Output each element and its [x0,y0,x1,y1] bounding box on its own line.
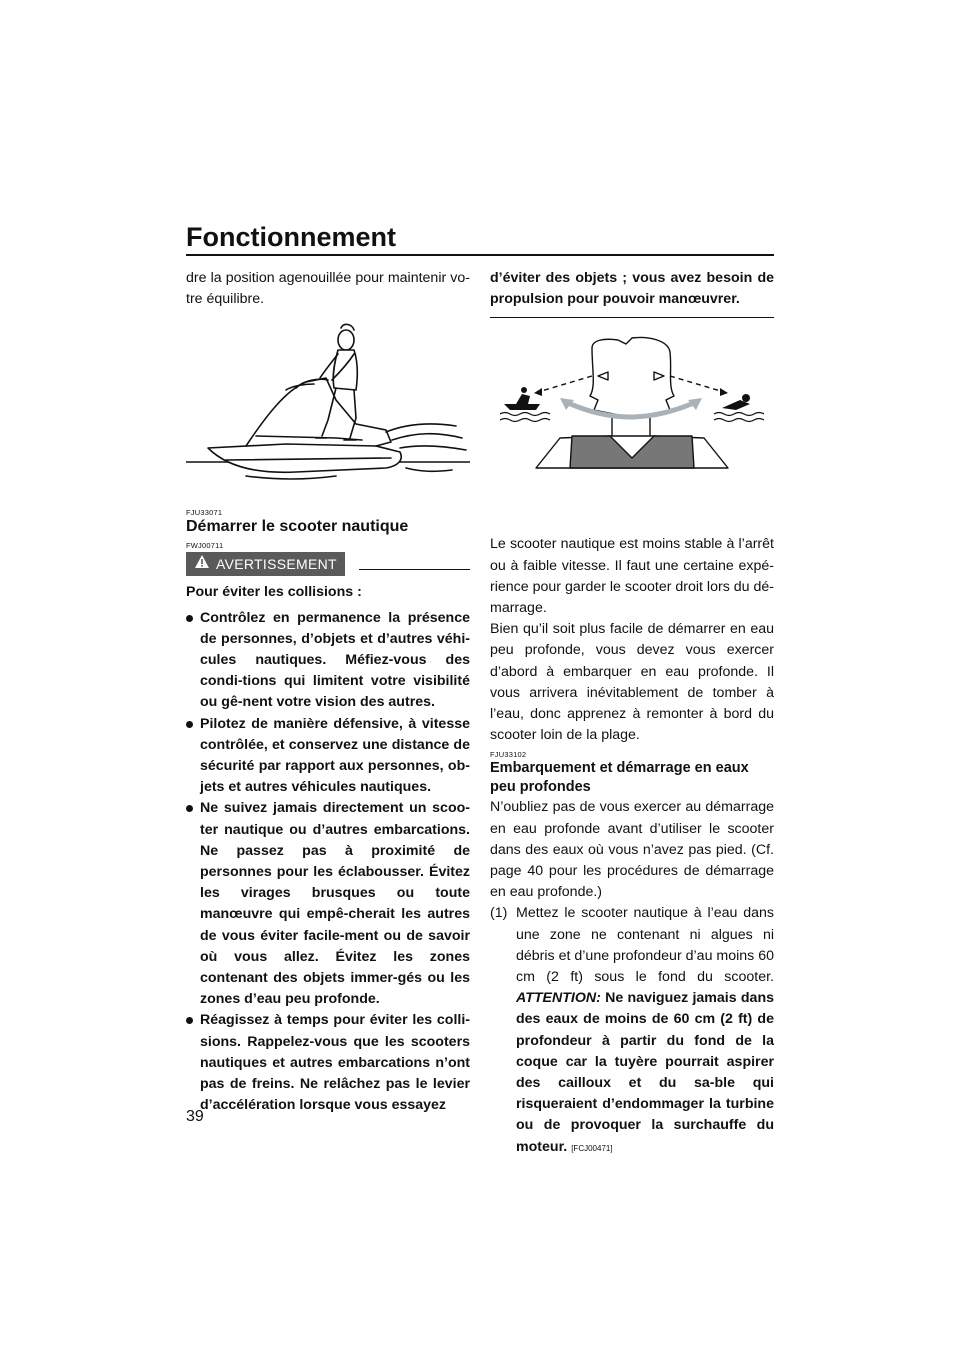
bullet-dot-icon [186,805,193,812]
step-number: (1) [490,905,508,922]
subsection-code: FJU33102 [490,750,527,760]
warning-intro: Pour éviter les collisions : [186,584,362,601]
attention-label: ATTENTION: [516,990,601,1007]
title-rule [186,254,774,256]
swimmer-icon [714,394,764,422]
warning-label: AVERTISSEMENT [216,555,337,572]
subsection-title: Embarquement et démarrage en eaux peu profondes [490,760,749,796]
paragraph: Le scooter nautique est moins stable à l’arrêt ou à faible vitesse. Il faut une certaine expé-rience pour garder le scooter droit lors du dé-marrage. [490,536,774,617]
lookout-illustration [500,330,764,470]
warning-header [186,552,470,576]
step-text: Mettez le scooter nautique à l’eau dans une zone ne contenant ni algues ni débris et d’une profondeur d’au moins 60 cm (2 ft) sous le fond du scooter. [516,905,774,986]
step-item [490,903,774,1158]
intro-text: dre la position agenouillée pour maintenir vo-tre équilibre. [186,270,470,308]
attention-code: [FCJ00471] [571,1143,613,1153]
arrow-left-icon [534,388,542,396]
warning-rule [359,569,470,570]
watercraft-icon [500,387,550,422]
warning-bullet: Pilotez de manière défensive, à vitesse contrôlée, et conservez une distance de sécurité par rapport aux personnes, ob-jets et autres véhicules nautiques. [186,714,470,799]
warning-bullet: Réagissez à temps pour éviter les colli-sions. Rappelez-vous que les scooters nautiques et autres embarcations n’ont pas de freins. Ne relâchez pas le levier d’accélération lorsque vous essayez [186,1010,470,1116]
bullet-dot-icon [186,615,193,622]
warning-continuation: d’éviter des objets ; vous avez besoin de propulsion pour pouvoir manœuvrer. [490,270,774,308]
warning-code: FWJ00711 [186,541,224,551]
watercraft-rider-illustration [186,320,470,486]
arrow-right-icon [720,388,728,396]
bullet-dot-icon [186,1017,193,1024]
warning-badge [186,552,345,576]
bullet-dot-icon [186,721,193,728]
warning-triangle-icon [194,554,210,575]
paragraph: Bien qu’il soit plus facile de démarrer en eau peu profonde, vous devez vous exercer d’abord à embarquer en eau profonde. Il vous arrivera inévitablement de tomber à l’eau, donc apprenez à remonter à bord du scooter loin de la plage. [490,621,774,744]
attention-text: Ne naviguez jamais dans des eaux de moins de 60 cm (2 ft) de profondeur à partir du fond de la coque car la tuyère pourrait aspirer des cailloux et du sa-ble qui risqueraient d’endommager la turbine ou de provoquer la surchauffe du moteur. [516,990,775,1155]
warning-bullet: Ne suivez jamais directement un scoo-ter nautique ou d’autres embarcations. Ne passez pas à proximité de personnes pour les éclabousser. Évitez les virages brusques ou toute manœuvre qui empê-cherait les autres de vous éviter facile-ment ou de savoir où vous allez. Évitez les zones contenant des objets immer-gés ou les zones d’eau peu profonde. [186,798,470,1010]
warning-bullet: Contrôlez en permanence la présence de personnes, d’objets et d’autres véhi-cules nautiques. Méfiez-vous des condi-tions qui limitent votre visibilité ou gê-nent votre vision des autres. [186,608,470,714]
paragraph: N’oubliez pas de vous exercer au démarrage en eau profonde avant d’utiliser le scooter dans des eaux où vous n’avez pas pied. (Cf. page 40 pour les procédures de démarrage en eau profonde.) [490,799,774,901]
page-title: Fonctionnement [186,222,396,252]
section-title: Démarrer le scooter nautique [186,518,409,536]
page-number: 39 [186,1108,204,1125]
section-code: FJU33071 [186,508,223,518]
